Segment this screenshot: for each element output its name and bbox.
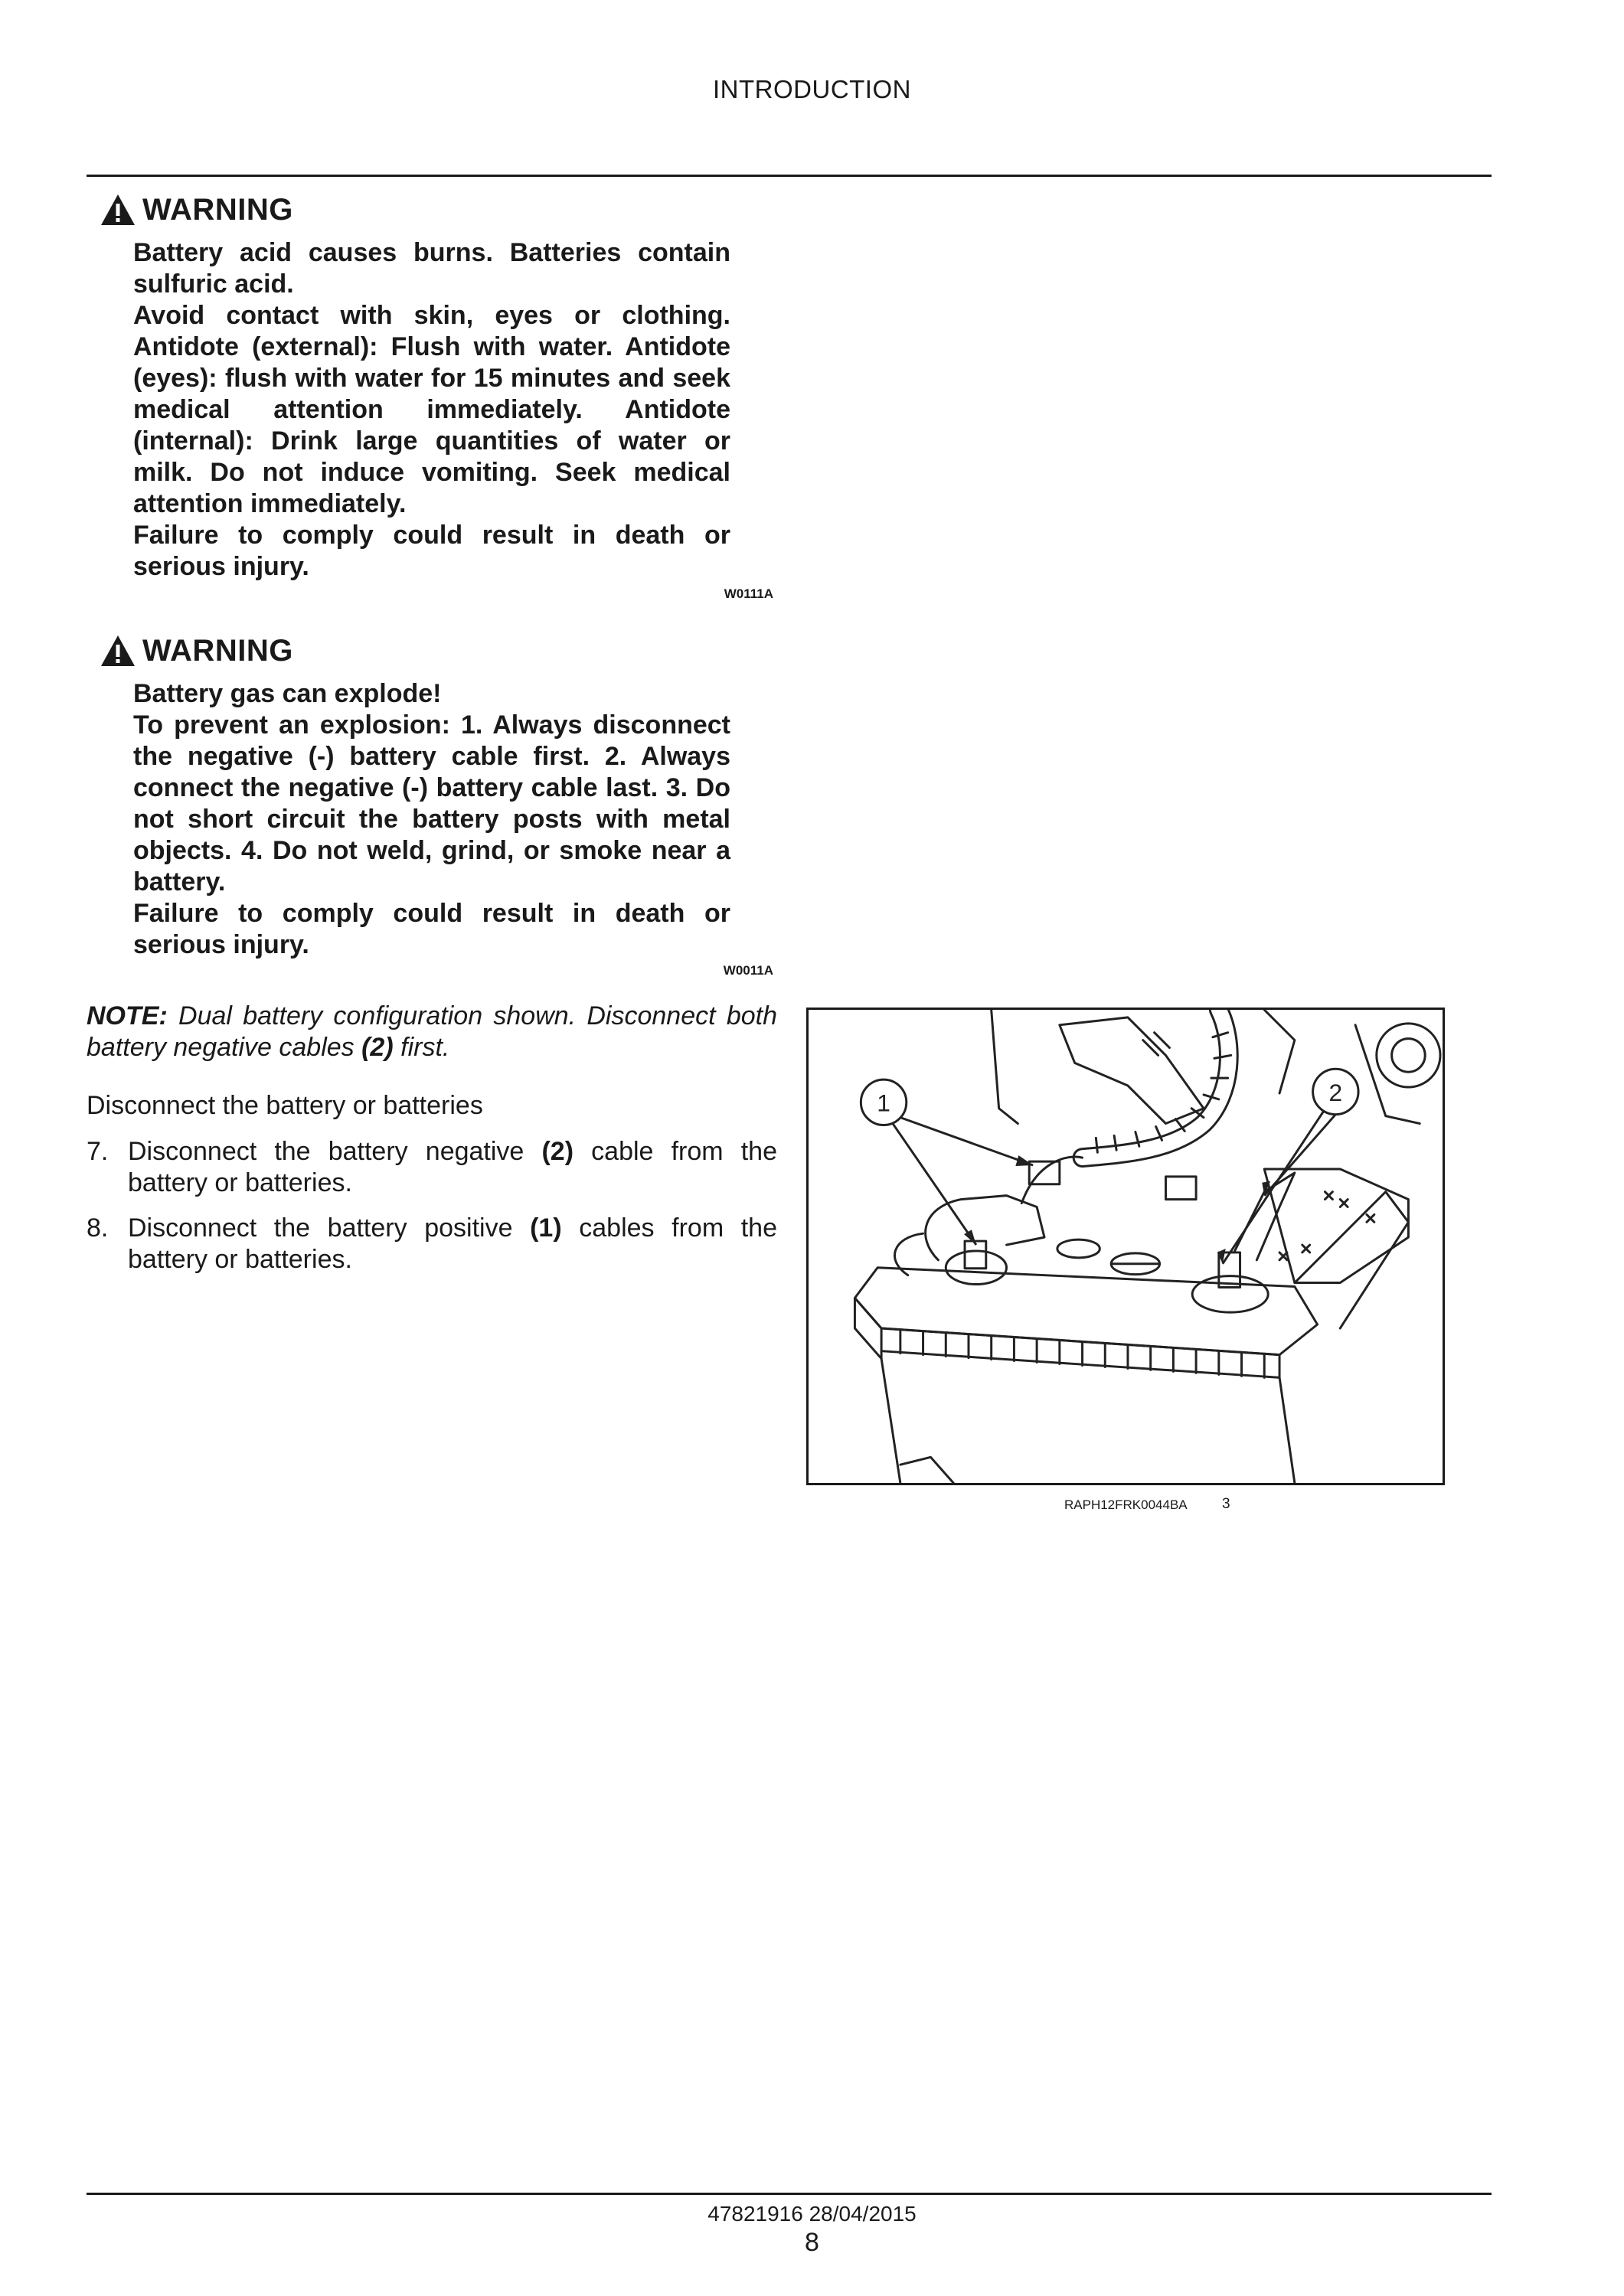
step-text-part: Disconnect the battery positive <box>128 1213 531 1243</box>
header-rule <box>87 175 1492 177</box>
note-body: Dual battery configuration shown. Disconnect both battery negative cables <box>87 1001 777 1062</box>
step-text-part: Disconnect the battery negative <box>128 1137 542 1166</box>
figure-number: 3 <box>1222 1496 1230 1512</box>
step-number: 8. <box>87 1213 109 1243</box>
page-number: 8 <box>805 2228 819 2257</box>
note-reference: (2) <box>361 1033 394 1062</box>
warning-block-gas <box>100 629 773 981</box>
page-header-title: INTRODUCTION <box>713 75 911 103</box>
warning-paragraph: To prevent an explosion: 1. Always disconnect the negative (-) battery cable first. 2. Always connect the negative (-) battery cable last. 3. Do not short circuit the battery posts with metal objects. 4. Do not weld, grind, or smoke near a battery. <box>133 710 730 897</box>
callout-number-1: 1 <box>877 1089 890 1117</box>
battery-line-drawing <box>809 1010 1443 1483</box>
callout-number-2: 2 <box>1328 1078 1343 1106</box>
warning-heading <box>100 188 773 231</box>
warning-triangle-icon <box>100 634 136 668</box>
warning-paragraph: Battery acid causes burns. Batteries contain sulfuric acid. <box>133 238 730 299</box>
warning-paragraph: Battery gas can explode! <box>133 679 442 708</box>
step-text-part: cables from the battery or batteries. <box>128 1213 778 1274</box>
procedure-step <box>87 1213 777 1275</box>
note-text <box>87 1001 777 1063</box>
step-text-part: cable from the battery or batteries. <box>128 1137 777 1197</box>
warning-block-acid <box>100 188 773 609</box>
step-reference: (1) <box>530 1213 562 1243</box>
warning-title: WARNING <box>142 633 293 668</box>
note-label: NOTE: <box>87 1001 168 1030</box>
warning-text <box>133 678 730 961</box>
warning-triangle-icon <box>100 193 136 227</box>
battery-illustration <box>806 1008 1445 1485</box>
warning-paragraph: Avoid contact with skin, eyes or clothing. Antidote (external): Flush with water. Antidote (eyes): flush with water for 15 minutes and seek medical attention immediately. Antidote (internal): Drink large quantities of water or milk. Do not induce vomiting. Seek medical attention immediately. <box>133 301 730 518</box>
step-text <box>128 1213 777 1275</box>
warning-paragraph: Failure to comply could result in death or serious injury. <box>133 521 730 581</box>
footer-document-id: 47821916 28/04/2015 <box>707 2202 917 2226</box>
step-text <box>128 1136 777 1199</box>
procedure-steps <box>87 1136 777 1289</box>
figure-caption-code: RAPH12FRK0044BA <box>1064 1497 1188 1512</box>
procedure-step <box>87 1136 777 1199</box>
warning-paragraph: Failure to comply could result in death or serious injury. <box>133 899 730 959</box>
warning-title: WARNING <box>142 192 293 227</box>
step-reference: (2) <box>541 1137 574 1166</box>
warning-text <box>133 237 730 583</box>
footer-rule <box>87 2193 1492 2195</box>
step-number: 7. <box>87 1137 109 1166</box>
warning-heading <box>100 629 773 672</box>
note-body-end: first. <box>393 1033 450 1062</box>
warning-code: W0011A <box>723 963 773 978</box>
procedure-intro: Disconnect the battery or batteries <box>87 1091 483 1120</box>
warning-code: W0111A <box>724 586 773 601</box>
